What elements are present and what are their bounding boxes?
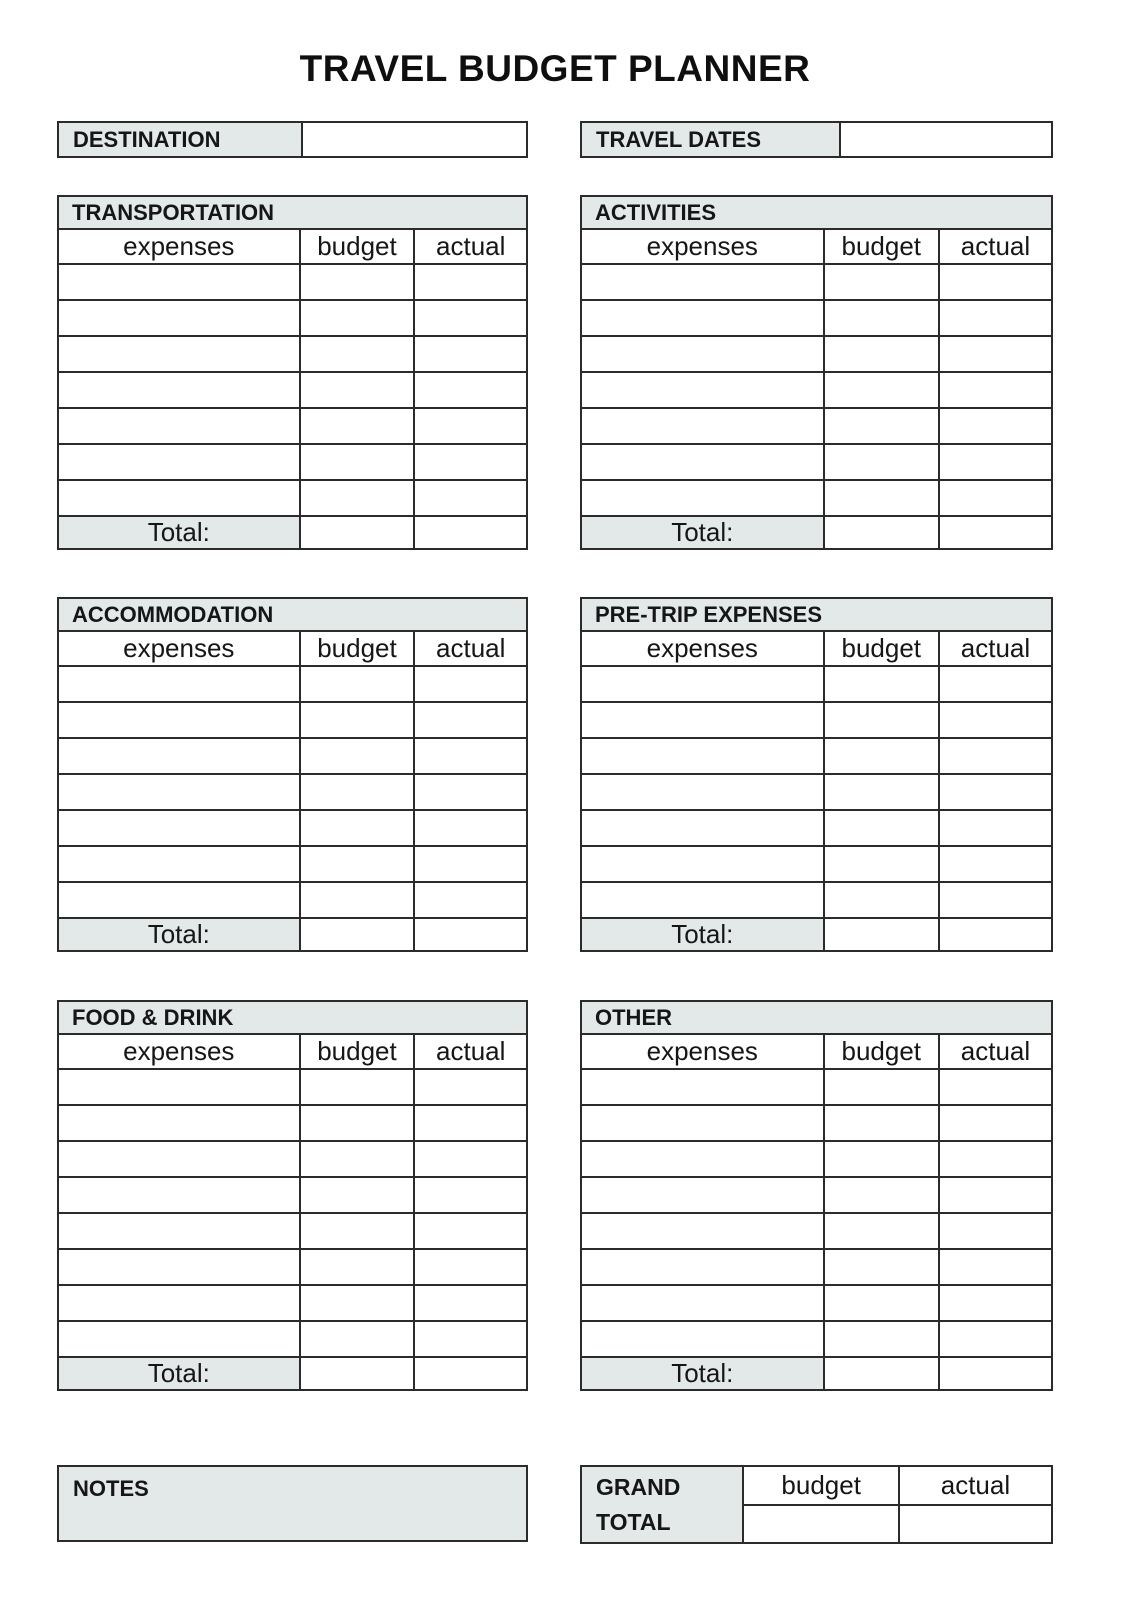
actual-value-cell[interactable] <box>939 300 1052 336</box>
expense-name-cell[interactable] <box>58 336 300 372</box>
expense-name-cell[interactable] <box>58 1213 300 1249</box>
expenses-column-header: expenses <box>581 631 824 666</box>
total-label: Total: <box>581 516 824 549</box>
grand-total-label-line: GRAND <box>596 1473 681 1500</box>
budget-value-cell[interactable] <box>824 702 939 738</box>
actual-value-cell[interactable] <box>939 1105 1052 1141</box>
expense-name-cell[interactable] <box>58 1285 300 1321</box>
table-row <box>581 336 1052 372</box>
budget-column-header: budget <box>824 631 939 666</box>
expense-name-cell[interactable] <box>581 444 824 480</box>
table-row <box>58 1321 527 1357</box>
table-row <box>58 1249 527 1285</box>
table-row <box>58 1069 527 1105</box>
expense-name-cell[interactable] <box>58 882 300 918</box>
budget-value-cell[interactable] <box>824 264 939 300</box>
budget-value-cell[interactable] <box>824 738 939 774</box>
expense-name-cell[interactable] <box>581 666 824 702</box>
expense-name-cell[interactable] <box>58 264 300 300</box>
expense-name-cell[interactable] <box>58 1105 300 1141</box>
expense-name-cell[interactable] <box>581 408 824 444</box>
budget-value-cell[interactable] <box>824 810 939 846</box>
actual-value-cell[interactable] <box>939 264 1052 300</box>
total-label: Total: <box>581 1357 824 1390</box>
actual-value-cell[interactable] <box>414 300 527 336</box>
grand-total-actual-header: actual <box>899 1466 1052 1505</box>
actual-value-cell[interactable] <box>414 1069 527 1105</box>
accommodation-table <box>57 597 528 952</box>
total-budget-cell[interactable] <box>824 516 939 549</box>
actual-value-cell[interactable] <box>939 336 1052 372</box>
expenses-column-header: expenses <box>58 229 300 264</box>
budget-value-cell[interactable] <box>824 408 939 444</box>
section-title-transportation: TRANSPORTATION <box>58 196 527 229</box>
table-row <box>58 336 527 372</box>
expense-name-cell[interactable] <box>581 702 824 738</box>
info-row <box>57 121 1053 158</box>
budget-value-cell[interactable] <box>824 1213 939 1249</box>
actual-column-header: actual <box>939 229 1052 264</box>
expense-name-cell[interactable] <box>581 1321 824 1357</box>
total-budget-cell[interactable] <box>300 1357 415 1390</box>
expense-name-cell[interactable] <box>581 882 824 918</box>
table-row <box>581 774 1052 810</box>
expense-name-cell[interactable] <box>58 774 300 810</box>
expense-name-cell[interactable] <box>581 336 824 372</box>
actual-value-cell[interactable] <box>414 480 527 516</box>
expense-name-cell[interactable] <box>581 1141 824 1177</box>
expense-name-cell[interactable] <box>58 846 300 882</box>
total-label: Total: <box>58 918 300 951</box>
budget-value-cell[interactable] <box>300 264 415 300</box>
bottom-row <box>57 1465 1053 1544</box>
budget-column-header: budget <box>300 229 415 264</box>
travel-dates-label: TRAVEL DATES <box>581 122 840 157</box>
actual-value-cell[interactable] <box>939 1141 1052 1177</box>
expenses-column-header: expenses <box>58 631 300 666</box>
travel-dates-box <box>580 121 1053 158</box>
actual-value-cell[interactable] <box>939 444 1052 480</box>
table-row <box>58 810 527 846</box>
section-title-pre-trip-expenses: PRE-TRIP EXPENSES <box>581 598 1052 631</box>
expense-name-cell[interactable] <box>58 702 300 738</box>
total-budget-cell[interactable] <box>824 1357 939 1390</box>
table-row <box>58 702 527 738</box>
destination-box <box>57 121 528 158</box>
budget-value-cell[interactable] <box>824 1141 939 1177</box>
travel-dates-value-cell[interactable] <box>840 122 1052 157</box>
actual-column-header: actual <box>414 229 527 264</box>
budget-value-cell[interactable] <box>824 1321 939 1357</box>
budget-value-cell[interactable] <box>300 1177 415 1213</box>
actual-value-cell[interactable] <box>939 846 1052 882</box>
table-row <box>58 480 527 516</box>
budget-column-header: budget <box>824 1034 939 1069</box>
expense-name-cell[interactable] <box>58 480 300 516</box>
destination-value-cell[interactable] <box>302 122 527 157</box>
notes-label: NOTES <box>73 1476 149 1501</box>
actual-value-cell[interactable] <box>414 1249 527 1285</box>
budget-value-cell[interactable] <box>824 1069 939 1105</box>
actual-value-cell[interactable] <box>939 1321 1052 1357</box>
table-row <box>58 300 527 336</box>
actual-value-cell[interactable] <box>939 738 1052 774</box>
actual-value-cell[interactable] <box>414 408 527 444</box>
table-row <box>581 1213 1052 1249</box>
total-actual-cell[interactable] <box>939 1357 1052 1390</box>
expenses-column-header: expenses <box>581 1034 824 1069</box>
budget-value-cell[interactable] <box>300 810 415 846</box>
total-actual-cell[interactable] <box>939 516 1052 549</box>
transportation-table <box>57 195 528 550</box>
budget-value-cell[interactable] <box>300 738 415 774</box>
table-row <box>58 1105 527 1141</box>
actual-value-cell[interactable] <box>414 336 527 372</box>
actual-value-cell[interactable] <box>939 810 1052 846</box>
total-label: Total: <box>58 1357 300 1390</box>
table-row <box>581 666 1052 702</box>
actual-value-cell[interactable] <box>414 1141 527 1177</box>
budget-value-cell[interactable] <box>300 336 415 372</box>
budget-value-cell[interactable] <box>824 882 939 918</box>
expense-name-cell[interactable] <box>58 1249 300 1285</box>
table-row <box>581 1249 1052 1285</box>
actual-value-cell[interactable] <box>939 882 1052 918</box>
expense-name-cell[interactable] <box>581 372 824 408</box>
expense-name-cell[interactable] <box>58 738 300 774</box>
expense-name-cell[interactable] <box>581 300 824 336</box>
budget-value-cell[interactable] <box>300 1213 415 1249</box>
actual-value-cell[interactable] <box>939 480 1052 516</box>
expense-name-cell[interactable] <box>581 1177 824 1213</box>
table-row <box>581 444 1052 480</box>
actual-value-cell[interactable] <box>414 810 527 846</box>
table-row <box>58 882 527 918</box>
budget-value-cell[interactable] <box>824 666 939 702</box>
expense-name-cell[interactable] <box>581 846 824 882</box>
expense-name-cell[interactable] <box>581 1285 824 1321</box>
actual-value-cell[interactable] <box>939 1177 1052 1213</box>
table-row <box>581 702 1052 738</box>
page-title: TRAVEL BUDGET PLANNER <box>299 48 811 89</box>
budget-value-cell[interactable] <box>300 774 415 810</box>
table-row <box>58 372 527 408</box>
budget-value-cell[interactable] <box>824 1177 939 1213</box>
actual-value-cell[interactable] <box>414 702 527 738</box>
expense-name-cell[interactable] <box>581 1249 824 1285</box>
actual-value-cell[interactable] <box>939 774 1052 810</box>
budget-value-cell[interactable] <box>300 666 415 702</box>
table-row <box>581 264 1052 300</box>
total-budget-cell[interactable] <box>300 516 415 549</box>
section-title-activities: ACTIVITIES <box>581 196 1052 229</box>
expense-name-cell[interactable] <box>58 810 300 846</box>
expense-name-cell[interactable] <box>581 480 824 516</box>
expense-name-cell[interactable] <box>58 372 300 408</box>
table-row <box>581 480 1052 516</box>
table-row <box>581 300 1052 336</box>
expense-name-cell[interactable] <box>581 810 824 846</box>
table-row <box>581 882 1052 918</box>
actual-column-header: actual <box>939 631 1052 666</box>
expense-name-cell[interactable] <box>58 444 300 480</box>
actual-value-cell[interactable] <box>414 1177 527 1213</box>
actual-value-cell[interactable] <box>414 882 527 918</box>
actual-value-cell[interactable] <box>939 1213 1052 1249</box>
budget-value-cell[interactable] <box>300 372 415 408</box>
table-row <box>581 1105 1052 1141</box>
other-table <box>580 1000 1053 1391</box>
budget-value-cell[interactable] <box>300 480 415 516</box>
actual-value-cell[interactable] <box>939 666 1052 702</box>
food-drink-table <box>57 1000 528 1391</box>
budget-value-cell[interactable] <box>300 1285 415 1321</box>
section-row-1 <box>57 195 1053 550</box>
table-row <box>581 1069 1052 1105</box>
budget-value-cell[interactable] <box>300 882 415 918</box>
budget-column-header: budget <box>824 229 939 264</box>
expense-name-cell[interactable] <box>581 738 824 774</box>
table-row <box>581 846 1052 882</box>
table-row <box>58 1285 527 1321</box>
grand-total-actual-cell[interactable] <box>899 1505 1052 1543</box>
budget-value-cell[interactable] <box>824 300 939 336</box>
actual-value-cell[interactable] <box>939 372 1052 408</box>
budget-value-cell[interactable] <box>300 444 415 480</box>
table-row <box>581 1321 1052 1357</box>
actual-value-cell[interactable] <box>939 408 1052 444</box>
section-row-2 <box>57 597 1053 952</box>
expense-name-cell[interactable] <box>58 1141 300 1177</box>
actual-value-cell[interactable] <box>414 372 527 408</box>
budget-value-cell[interactable] <box>824 336 939 372</box>
actual-value-cell[interactable] <box>414 1105 527 1141</box>
pre-trip-expenses-table <box>580 597 1053 952</box>
section-row-3 <box>57 1000 1053 1391</box>
table-row <box>581 1177 1052 1213</box>
actual-value-cell[interactable] <box>414 1321 527 1357</box>
total-label: Total: <box>581 918 824 951</box>
expenses-column-header: expenses <box>58 1034 300 1069</box>
budget-value-cell[interactable] <box>824 1105 939 1141</box>
grand-total-budget-header: budget <box>743 1466 898 1505</box>
table-row <box>581 1141 1052 1177</box>
total-budget-cell[interactable] <box>300 918 415 951</box>
expense-name-cell[interactable] <box>58 300 300 336</box>
actual-column-header: actual <box>939 1034 1052 1069</box>
table-row <box>581 810 1052 846</box>
budget-value-cell[interactable] <box>300 1105 415 1141</box>
section-title-accommodation: ACCOMMODATION <box>58 598 527 631</box>
expense-name-cell[interactable] <box>581 1105 824 1141</box>
expense-name-cell[interactable] <box>581 774 824 810</box>
actual-column-header: actual <box>414 631 527 666</box>
table-row <box>58 738 527 774</box>
table-row <box>58 408 527 444</box>
budget-column-header: budget <box>300 631 415 666</box>
expense-name-cell[interactable] <box>581 1213 824 1249</box>
grand-total-budget-cell[interactable] <box>743 1505 898 1543</box>
expenses-column-header: expenses <box>581 229 824 264</box>
table-row <box>58 264 527 300</box>
actual-value-cell[interactable] <box>414 774 527 810</box>
grand-total-table <box>580 1465 1053 1544</box>
table-row <box>581 738 1052 774</box>
budget-value-cell[interactable] <box>300 1321 415 1357</box>
budget-value-cell[interactable] <box>300 1249 415 1285</box>
actual-value-cell[interactable] <box>414 444 527 480</box>
section-title-food-drink: FOOD & DRINK <box>58 1001 527 1034</box>
table-row <box>58 1141 527 1177</box>
actual-value-cell[interactable] <box>414 666 527 702</box>
total-actual-cell[interactable] <box>414 1357 527 1390</box>
actual-value-cell[interactable] <box>414 1213 527 1249</box>
budget-value-cell[interactable] <box>300 300 415 336</box>
expense-name-cell[interactable] <box>58 1177 300 1213</box>
budget-column-header: budget <box>300 1034 415 1069</box>
actual-value-cell[interactable] <box>414 1285 527 1321</box>
budget-value-cell[interactable] <box>300 1141 415 1177</box>
expense-name-cell[interactable] <box>58 666 300 702</box>
activities-table <box>580 195 1053 550</box>
total-actual-cell[interactable] <box>414 918 527 951</box>
grand-total-label <box>581 1466 743 1543</box>
budget-value-cell[interactable] <box>300 846 415 882</box>
actual-value-cell[interactable] <box>939 1069 1052 1105</box>
table-row <box>58 444 527 480</box>
actual-value-cell[interactable] <box>939 1249 1052 1285</box>
actual-column-header: actual <box>414 1034 527 1069</box>
expense-name-cell[interactable] <box>58 1069 300 1105</box>
actual-value-cell[interactable] <box>939 1285 1052 1321</box>
actual-value-cell[interactable] <box>939 702 1052 738</box>
table-row <box>581 408 1052 444</box>
table-row <box>58 1177 527 1213</box>
table-row <box>58 1213 527 1249</box>
budget-value-cell[interactable] <box>824 480 939 516</box>
total-budget-cell[interactable] <box>824 918 939 951</box>
budget-value-cell[interactable] <box>824 846 939 882</box>
table-row <box>58 846 527 882</box>
budget-value-cell[interactable] <box>300 408 415 444</box>
budget-value-cell[interactable] <box>300 1069 415 1105</box>
total-actual-cell[interactable] <box>939 918 1052 951</box>
grand-total-label-line: TOTAL <box>596 1508 671 1535</box>
budget-value-cell[interactable] <box>300 702 415 738</box>
actual-value-cell[interactable] <box>414 264 527 300</box>
actual-value-cell[interactable] <box>414 738 527 774</box>
budget-value-cell[interactable] <box>824 1249 939 1285</box>
actual-value-cell[interactable] <box>414 846 527 882</box>
expense-name-cell[interactable] <box>581 1069 824 1105</box>
expense-name-cell[interactable] <box>58 1321 300 1357</box>
budget-value-cell[interactable] <box>824 372 939 408</box>
budget-value-cell[interactable] <box>824 1285 939 1321</box>
destination-label: DESTINATION <box>58 122 302 157</box>
notes-box[interactable] <box>57 1465 528 1542</box>
total-actual-cell[interactable] <box>414 516 527 549</box>
expense-name-cell[interactable] <box>581 264 824 300</box>
budget-value-cell[interactable] <box>824 444 939 480</box>
section-title-other: OTHER <box>581 1001 1052 1034</box>
expense-name-cell[interactable] <box>58 408 300 444</box>
table-row <box>581 372 1052 408</box>
table-row <box>58 774 527 810</box>
table-row <box>58 666 527 702</box>
table-row <box>581 1285 1052 1321</box>
total-label: Total: <box>58 516 300 549</box>
budget-value-cell[interactable] <box>824 774 939 810</box>
